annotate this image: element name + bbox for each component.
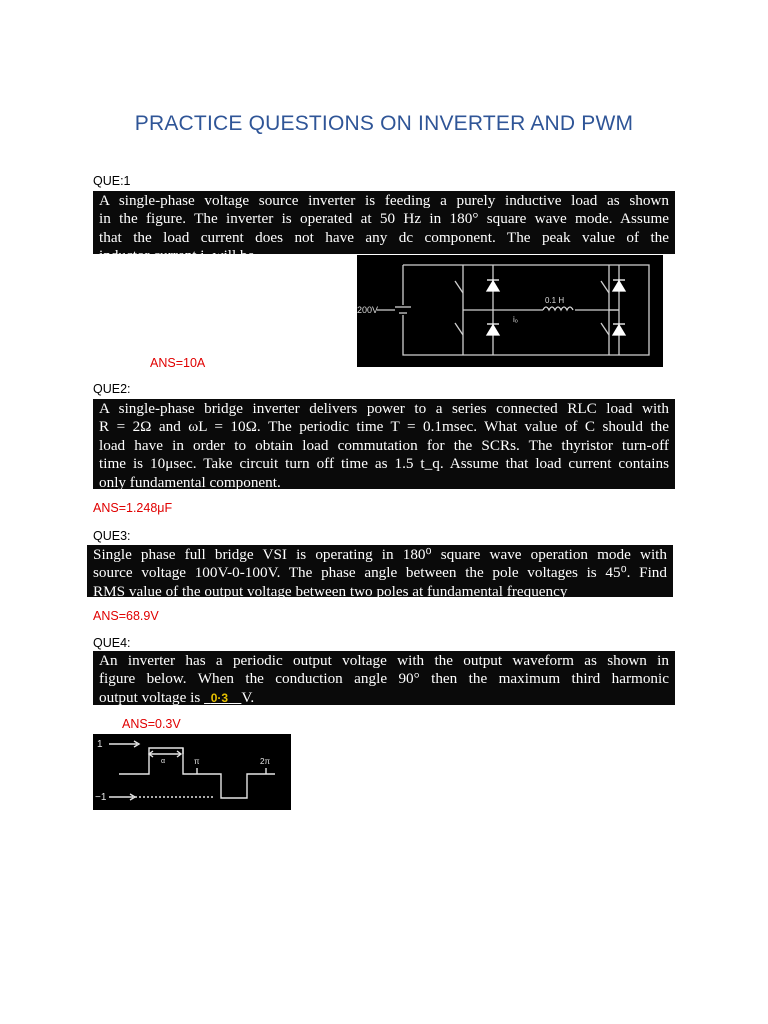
question-2-answer: ANS=1.248μF: [93, 501, 173, 515]
question-2-line: time is 10μsec. Take circuit turn off time as 1.5 t_q. Assume that load current contains: [99, 455, 669, 473]
question-1-line: that the load current does not have any dc component. The peak value of the: [99, 228, 669, 246]
inductor-label: 0.1 H: [545, 296, 565, 305]
question-2-label: QUE2:: [93, 382, 131, 396]
question-3-text: [87, 545, 673, 600]
question-1-text: [93, 191, 675, 265]
question-1-answer: ANS=10A: [150, 356, 206, 370]
question-2-line: load have in order to obtain load commutation for the SCRs. The thyristor turn-off: [99, 436, 669, 454]
alpha-label: α: [161, 758, 166, 765]
question-1-line: A single-phase voltage source inverter is feeding a purely inductive load as shown: [99, 192, 669, 209]
question-3-label: QUE3:: [93, 529, 131, 543]
pi-label: π: [194, 757, 200, 766]
current-label: iₒ: [513, 315, 518, 324]
question-4-line: figure below. When the conduction angle 90° then the maximum third harmonic: [99, 670, 669, 688]
question-2-line: R = 2Ω and ωL = 10Ω. The periodic time T = 0.1msec. What value of C should the: [99, 418, 669, 436]
question-4-text: [93, 651, 675, 705]
question-3-line: RMS value of the output voltage between two poles at fundamental frequency: [93, 582, 568, 600]
question-3-answer: ANS=68.9V: [93, 609, 159, 623]
question-2-text: [93, 399, 675, 489]
question-1-label: QUE:1: [93, 174, 131, 188]
waveform-y-bottom-label: −1: [95, 792, 107, 803]
question-4-answer: ANS=0.3V: [122, 717, 181, 731]
question-1-line: in the figure. The inverter is operated at 50 Hz in 180° square wave mode. Assume: [99, 210, 669, 228]
question-1-line: inductor current iₒ will be: [99, 247, 255, 265]
question-4-line-end: V.: [241, 688, 255, 706]
question-4-label: QUE4:: [93, 636, 131, 650]
question-2-line: A single-phase bridge inverter delivers power to a series connected RLC load with: [99, 400, 669, 417]
output-waveform-figure: [93, 734, 291, 810]
question-4-line-last: [99, 689, 669, 707]
question-4-line: output voltage is: [99, 688, 201, 706]
question-2-line: only fundamental component.: [99, 473, 281, 491]
question-3-line: source voltage 100V-0-100V. The phase angle between the pole voltages is 45⁰. Find: [93, 564, 667, 582]
waveform-y-top-label: 1: [97, 739, 103, 750]
question-4-line: An inverter has a periodic output voltage with the output waveform as shown in: [99, 652, 669, 669]
source-voltage-label: 200V: [357, 305, 379, 315]
question-3-line: Single phase full bridge VSI is operating in 180⁰ square wave operation mode with: [93, 546, 667, 563]
two-pi-label: 2π: [260, 757, 270, 766]
question-4-blank: 0·3: [210, 690, 229, 705]
inverter-circuit-figure: [357, 255, 663, 367]
page-title: PRACTICE QUESTIONS ON INVERTER AND PWM: [134, 112, 634, 135]
